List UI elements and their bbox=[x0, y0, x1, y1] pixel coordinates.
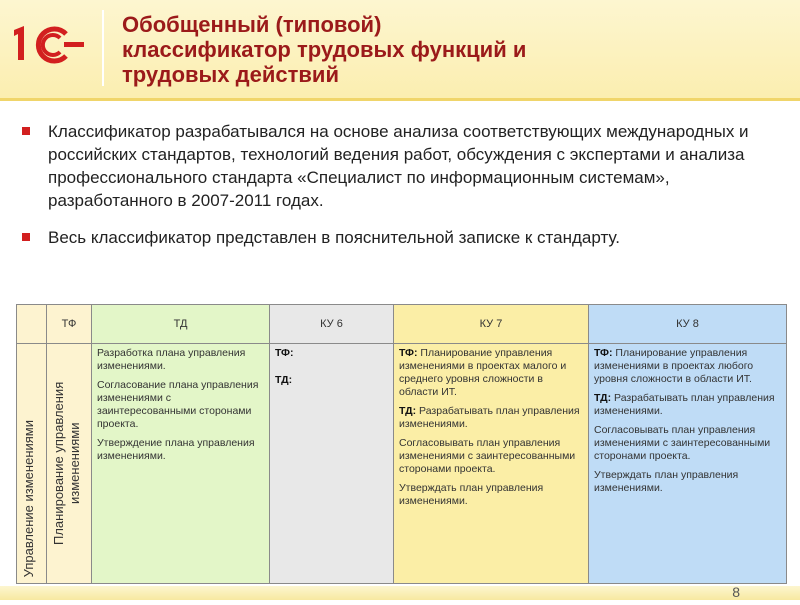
ku7-td-label: ТД: bbox=[399, 405, 417, 417]
bullet-item: Весь классификатор представлен в пояснительной записке к стандарту. bbox=[20, 226, 780, 249]
classifier-table bbox=[16, 304, 787, 584]
header-ku7: КУ 7 bbox=[394, 305, 589, 344]
ku6-td-label: ТД: bbox=[275, 374, 293, 386]
ku8-cell bbox=[589, 344, 787, 584]
ku7-tf bbox=[399, 347, 583, 399]
1c-logo bbox=[8, 22, 88, 66]
bullet-list bbox=[20, 120, 780, 263]
group-label: Управление изменениями bbox=[21, 419, 36, 577]
ku8-td-text: Разрабатывать план управления изменениями. bbox=[594, 392, 775, 417]
ku7-td-text: Разрабатывать план управления изменениями. bbox=[399, 405, 580, 430]
page-number: 8 bbox=[732, 584, 740, 600]
ku7-cell bbox=[394, 344, 589, 584]
ku6-cell bbox=[270, 344, 394, 584]
td-item: Согласование плана управления изменениями с заинтересованными сторонами проекта. bbox=[97, 379, 259, 430]
ku8-td bbox=[594, 392, 781, 418]
logo-divider bbox=[102, 10, 104, 86]
td-cell bbox=[92, 344, 270, 584]
ku7-item: Согласовывать план управления изменениями с заинтересованными сторонами проекта. bbox=[399, 437, 576, 475]
ku8-item: Согласовывать план управления изменениями с заинтересованными сторонами проекта. bbox=[594, 424, 771, 462]
table-header-row bbox=[17, 305, 787, 344]
bullet-item: Классификатор разрабатывался на основе анализа соответствующих международных и российских стандартов, технологий ведения работ, обсуждения с экспертами и анализа профессионального стандарта «Специалист по информационным системам», разработанного в 2007-2011 годах. bbox=[20, 120, 780, 212]
td-item: Утверждение плана управления изменениями. bbox=[97, 437, 255, 462]
rotated-cell-group bbox=[17, 344, 47, 584]
rotated-cell-tf bbox=[47, 344, 92, 584]
ku8-tf-text: Планирование управления изменениями в проектах любого уровня сложности в области ИТ. bbox=[594, 347, 754, 385]
header-td: ТД bbox=[92, 305, 270, 344]
tf-label: Планирование управления изменениями bbox=[51, 381, 82, 546]
td-item: Разработка плана управления изменениями. bbox=[97, 347, 246, 372]
header-tf: ТФ bbox=[47, 305, 92, 344]
ku8-item: Утверждать план управления изменениями. bbox=[594, 469, 739, 494]
ku7-td bbox=[399, 405, 583, 431]
ku8-tf-label: ТФ: bbox=[594, 347, 613, 359]
ku8-tf bbox=[594, 347, 781, 386]
ku8-td-label: ТД: bbox=[594, 392, 612, 404]
ku7-tf-text: Планирование управления изменениями в проектах малого и среднего уровня сложности в области ИТ. bbox=[399, 347, 567, 398]
header-divider bbox=[0, 98, 800, 101]
page-title: Обобщенный (типовой) классификатор трудовых функций и трудовых действий bbox=[122, 12, 527, 87]
table-row bbox=[17, 344, 787, 584]
footer-band bbox=[0, 586, 800, 600]
header-ku8: КУ 8 bbox=[589, 305, 787, 344]
ku7-item: Утверждать план управления изменениями. bbox=[399, 482, 544, 507]
ku6-tf-label: ТФ: bbox=[275, 347, 294, 359]
header-blank bbox=[17, 305, 47, 344]
header-ku6: КУ 6 bbox=[270, 305, 394, 344]
ku7-tf-label: ТФ: bbox=[399, 347, 418, 359]
